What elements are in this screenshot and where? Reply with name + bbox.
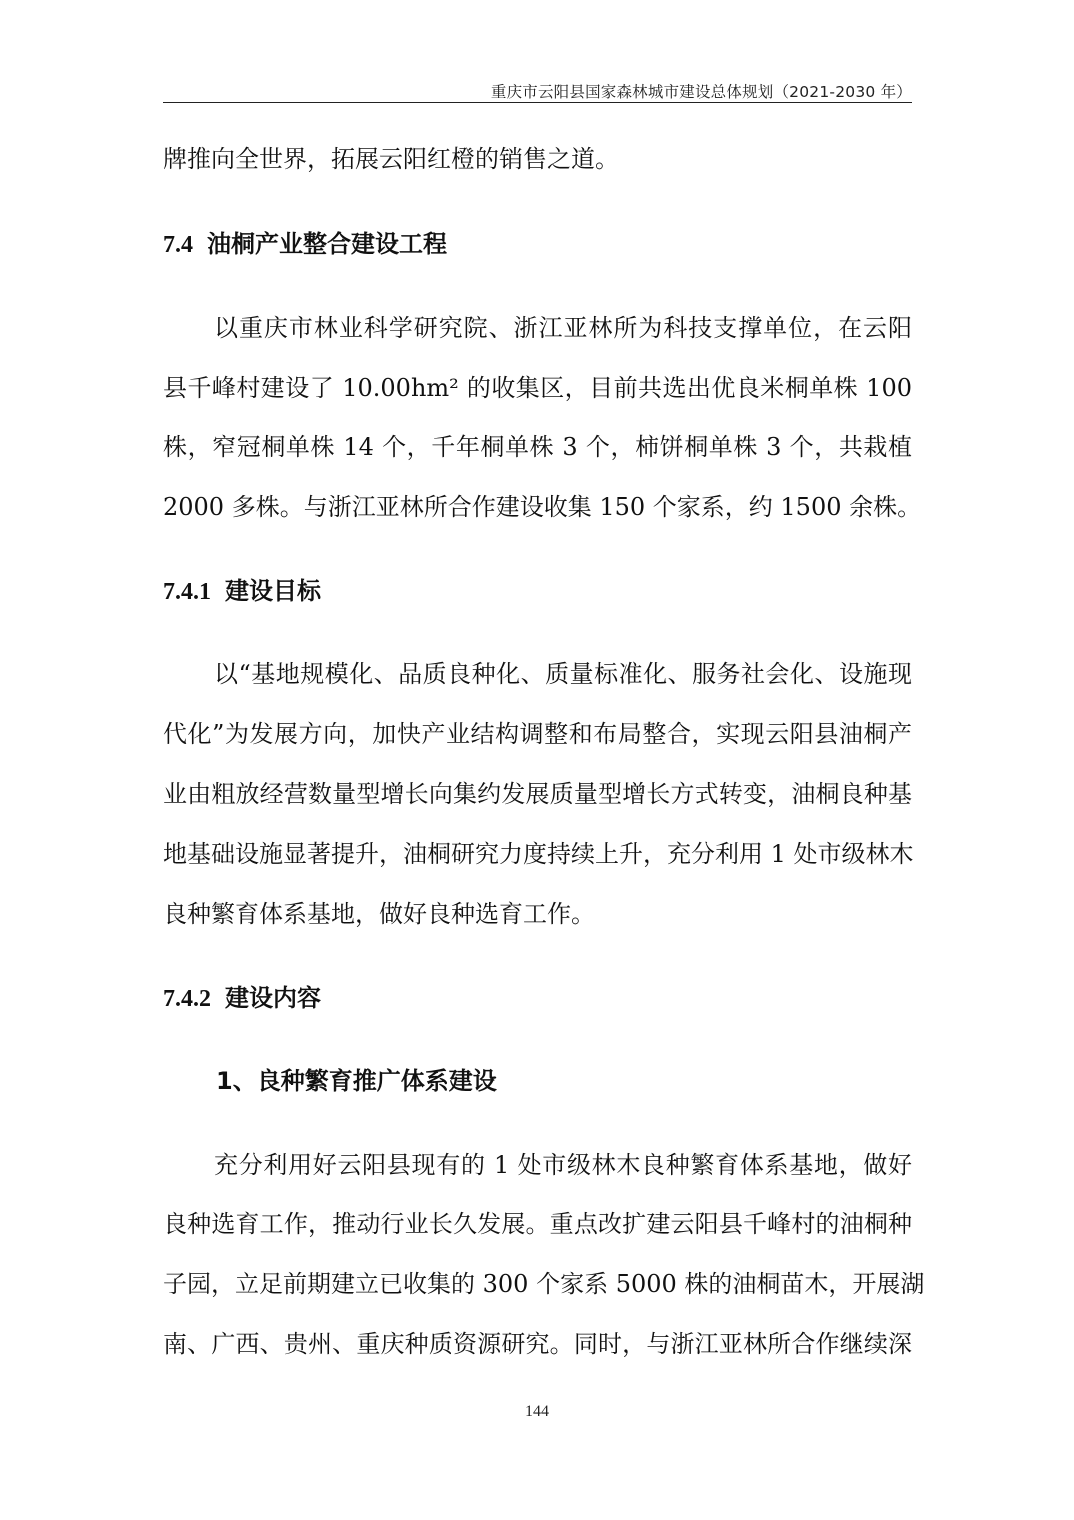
paragraph-line: 良种选育工作，推动行业长久发展。重点改扩建云阳县千峰村的油桐种 <box>163 1210 912 1238</box>
paragraph-line: 子园，立足前期建立已收集的 300 个家系 5000 株的油桐苗木，开展湖 <box>163 1270 925 1298</box>
paragraph-line: 充分利用好云阳县现有的 1 处市级林木良种繁育体系基地，做好 <box>214 1151 912 1179</box>
paragraph-line: 南、广西、贵州、重庆种质资源研究。同时，与浙江亚林所合作继续深 <box>163 1330 912 1358</box>
section-heading-7-4 <box>163 229 447 260</box>
section-number: 7.4.1 <box>163 579 211 605</box>
paragraph-line: 业由粗放经营数量型增长向集约发展质量型增长方式转变，油桐良种基 <box>163 780 912 808</box>
subsection-heading-1: 1、良种繁育推广体系建设 <box>216 1067 497 1095</box>
paragraph-line: 良种繁育体系基地，做好良种选育工作。 <box>163 900 595 928</box>
section-heading-7-4-2 <box>163 983 321 1014</box>
paragraph-line: 代化”为发展方向，加快产业结构调整和布局整合，实现云阳县油桐产 <box>163 720 912 748</box>
intro-line: 牌推向全世界，拓展云阳红橙的销售之道。 <box>163 145 619 173</box>
paragraph-line: 地基础设施显著提升，油桐研究力度持续上升，充分利用 1 处市级林木 <box>163 840 914 868</box>
paragraph-line: 以“基地规模化、品质良种化、质量标准化、服务社会化、设施现 <box>214 660 912 688</box>
paragraph-line: 2000 多株。与浙江亚林所合作建设收集 150 个家系，约 1500 余株。 <box>163 493 922 521</box>
section-title: 建设内容 <box>225 984 321 1012</box>
section-title: 建设目标 <box>225 577 321 605</box>
header-title: 重庆市云阳县国家森林城市建设总体规划（2021-2030 年） <box>490 83 912 101</box>
running-header <box>163 74 912 103</box>
paragraph-line: 株，窄冠桐单株 14 个，千年桐单株 3 个，柿饼桐单株 3 个，共栽植 <box>163 433 912 461</box>
section-number: 7.4.2 <box>163 986 211 1012</box>
section-heading-7-4-1 <box>163 576 321 607</box>
page-number: 144 <box>525 1403 549 1420</box>
paragraph-line: 以重庆市林业科学研究院、浙江亚林所为科技支撑单位，在云阳 <box>214 314 912 342</box>
paragraph-line: 县千峰村建设了 10.00hm² 的收集区，目前共选出优良米桐单株 100 <box>163 374 912 402</box>
section-title: 油桐产业整合建设工程 <box>207 230 447 258</box>
section-number: 7.4 <box>163 232 193 258</box>
